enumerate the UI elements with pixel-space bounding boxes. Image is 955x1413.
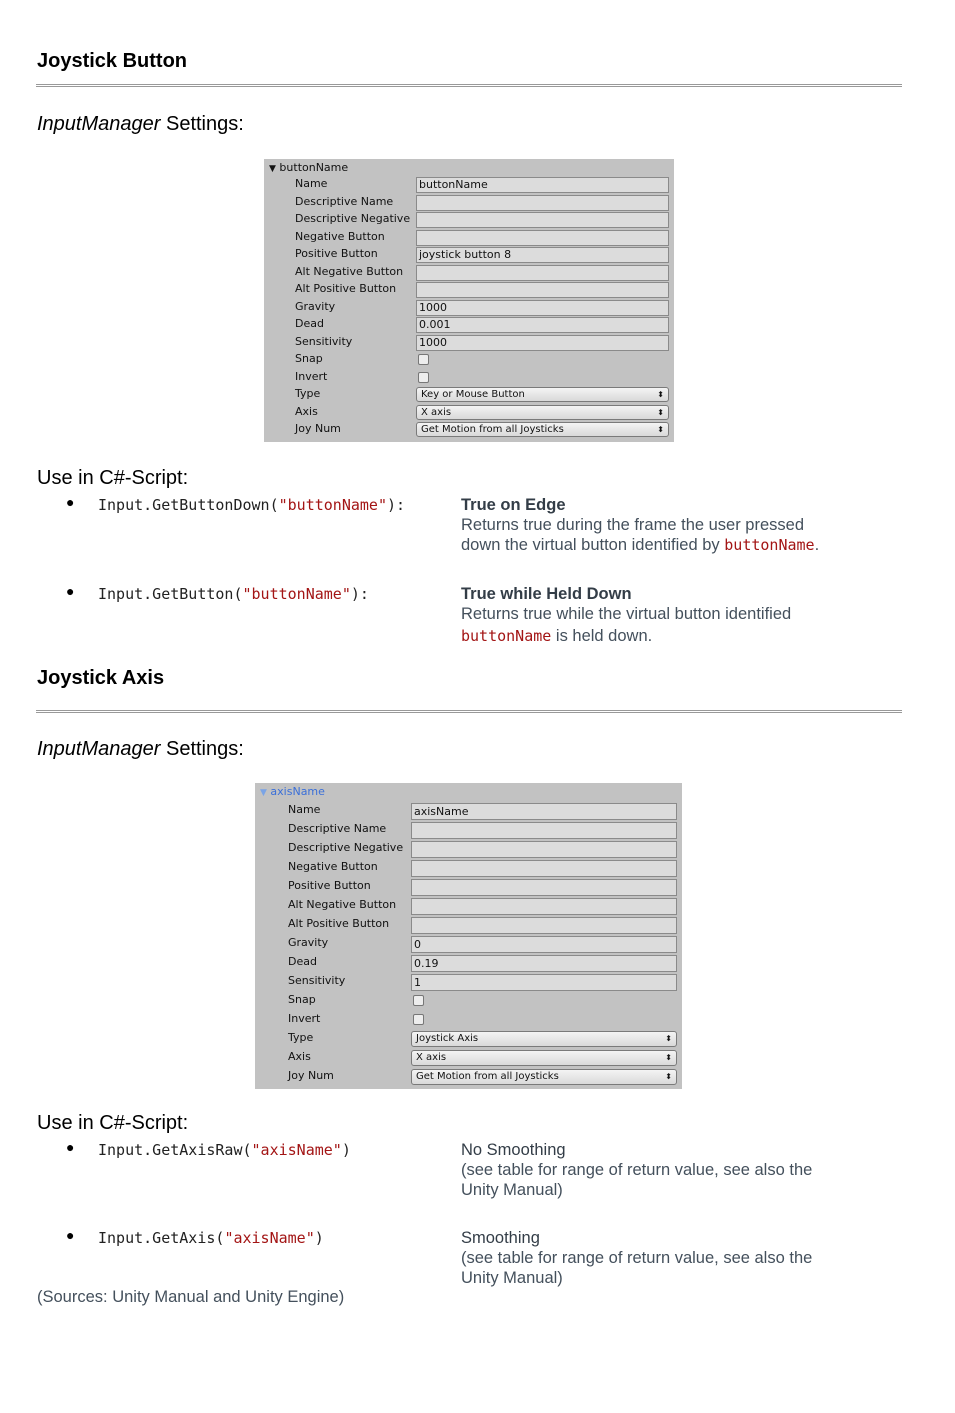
field-label: Name	[295, 177, 328, 190]
code-string: "axisName"	[251, 1141, 342, 1159]
positive-button-field[interactable]: joystick button 8	[416, 247, 669, 263]
descriptive-name-field[interactable]	[416, 195, 669, 211]
section-title-joystick-button: Joystick Button	[37, 50, 188, 72]
field-label: Type	[295, 387, 321, 400]
description-getaxisraw	[461, 1140, 861, 1200]
dropdown-arrows-icon: ⬍	[657, 390, 664, 399]
descriptive-negative-field[interactable]	[416, 212, 669, 228]
gravity-field[interactable]: 1000	[416, 300, 669, 316]
bullet-icon: ●	[66, 1139, 75, 1155]
description-title: True while Held Down	[461, 585, 632, 603]
joy-num-dropdown[interactable]	[416, 422, 669, 437]
bullet-icon: ●	[66, 494, 75, 510]
type-dropdown[interactable]	[416, 387, 669, 402]
description-line: Returns true during the frame the user pressed	[461, 516, 805, 534]
alt-negative-button-field[interactable]	[416, 265, 669, 281]
field-label: Gravity	[288, 936, 329, 949]
axis-dropdown[interactable]	[411, 1050, 677, 1066]
gravity-field[interactable]: 0	[411, 936, 677, 953]
description-line: (see table for range of return value, see also the	[461, 1161, 813, 1179]
field-label: Name	[288, 803, 321, 816]
foldout-triangle-icon[interactable]: ▼	[269, 164, 276, 174]
alt-positive-button-field[interactable]	[411, 917, 677, 934]
field-label: Negative Button	[295, 229, 385, 243]
field-label: Alt Positive Button	[295, 282, 397, 295]
field-label: Alt Negative Button	[295, 264, 404, 278]
field-label: Descriptive Negative	[288, 841, 404, 854]
dropdown-arrows-icon: ⬍	[665, 1053, 672, 1062]
field-label: Positive Button	[295, 247, 378, 260]
description-title: Smoothing	[461, 1229, 540, 1247]
inline-code: buttonName	[724, 536, 815, 554]
field-label: Alt Positive Button	[288, 917, 390, 930]
code-post: ):	[387, 496, 406, 514]
foldout-triangle-icon[interactable]: ▼	[260, 788, 267, 798]
code-getaxis	[98, 1229, 324, 1247]
text-segment: down the virtual button identified by	[461, 536, 725, 554]
inputmanager-panel-axis	[255, 783, 682, 1089]
use-in-script-heading: Use in C#-Script:	[37, 1112, 189, 1134]
code-post: ):	[350, 585, 369, 603]
field-label: Gravity	[295, 299, 336, 313]
panel-header-label: buttonName	[279, 161, 349, 174]
panel-header[interactable]	[269, 161, 348, 174]
code-pre: Input.GetButton(	[98, 585, 243, 603]
dropdown-arrows-icon: ⬍	[657, 425, 664, 434]
code-pre: Input.GetAxisRaw(	[98, 1141, 252, 1159]
description-getbutton	[461, 584, 861, 646]
field-label: Joy Num	[288, 1069, 334, 1082]
field-label: Descriptive Name	[295, 194, 394, 208]
invert-checkbox[interactable]	[418, 372, 429, 383]
bullet-icon: ●	[66, 583, 75, 599]
bullet-icon: ●	[66, 1227, 75, 1243]
inline-code: buttonName	[461, 627, 552, 645]
description-title: No Smoothing	[461, 1141, 566, 1159]
description-line: (see table for range of return value, see also the	[461, 1249, 813, 1267]
field-label: Invert	[288, 1012, 321, 1025]
description-line	[461, 626, 861, 646]
settings-italic: InputManager	[37, 738, 161, 760]
dead-field[interactable]: 0.19	[411, 955, 677, 972]
description-line	[461, 535, 861, 555]
sources-note: (Sources: Unity Manual and Unity Engine)	[37, 1288, 345, 1306]
code-string: "buttonName"	[242, 585, 351, 603]
alt-negative-button-field[interactable]	[411, 898, 677, 915]
code-post: )	[314, 1229, 324, 1247]
axis-dropdown[interactable]	[416, 405, 669, 420]
dropdown-value: X axis	[416, 1052, 447, 1063]
code-getbuttondown	[98, 496, 405, 514]
dropdown-value: Key or Mouse Button	[421, 389, 525, 400]
use-in-script-heading: Use in C#-Script:	[37, 467, 189, 489]
code-getbutton	[98, 585, 369, 603]
code-pre: Input.GetAxis(	[98, 1229, 225, 1247]
field-label: Invert	[295, 369, 328, 383]
settings-heading	[37, 738, 244, 761]
snap-checkbox[interactable]	[418, 354, 429, 365]
field-label: Sensitivity	[295, 334, 353, 348]
field-label: Joy Num	[295, 422, 341, 435]
name-field[interactable]: buttonName	[416, 177, 669, 193]
section-title-joystick-axis: Joystick Axis	[37, 667, 165, 689]
dropdown-arrows-icon: ⬍	[657, 407, 664, 417]
divider	[36, 84, 902, 87]
sensitivity-field[interactable]: 1	[411, 974, 677, 991]
descriptive-negative-field[interactable]	[411, 841, 677, 858]
field-label: Axis	[295, 404, 318, 418]
field-label: Negative Button	[288, 860, 378, 873]
field-label: Sensitivity	[288, 974, 346, 987]
field-label: Dead	[295, 317, 324, 330]
field-label: Descriptive Negative	[295, 212, 411, 225]
description-getaxis	[461, 1228, 861, 1288]
positive-button-field[interactable]	[411, 879, 677, 896]
settings-italic: InputManager	[37, 113, 161, 135]
descriptive-name-field[interactable]	[411, 822, 677, 839]
settings-rest: Settings:	[160, 738, 244, 760]
field-label: Snap	[288, 993, 316, 1006]
settings-heading	[37, 113, 244, 136]
description-title: True on Edge	[461, 496, 566, 514]
field-label: Dead	[288, 955, 317, 968]
type-dropdown[interactable]	[411, 1031, 677, 1047]
alt-positive-button-field[interactable]	[416, 282, 669, 298]
description-getbuttondown	[461, 495, 861, 555]
field-label: Type	[288, 1031, 314, 1044]
panel-header-label: axisName	[270, 785, 325, 798]
code-getaxisraw	[98, 1141, 351, 1159]
code-pre: Input.GetButtonDown(	[98, 496, 279, 514]
inputmanager-panel-button	[264, 159, 674, 442]
field-label: Alt Negative Button	[288, 898, 397, 911]
sensitivity-field[interactable]: 1000	[416, 335, 669, 351]
code-string: "buttonName"	[278, 496, 387, 514]
field-label: Snap	[295, 352, 323, 365]
panel-header[interactable]	[260, 785, 325, 798]
dropdown-arrows-icon: ⬍	[665, 1072, 672, 1081]
dropdown-value: Get Motion from all Joysticks	[421, 424, 564, 435]
invert-checkbox[interactable]	[413, 1014, 424, 1025]
description-line: Unity Manual)	[461, 1269, 563, 1287]
description-line: Returns true while the virtual button identified	[461, 605, 792, 623]
text-segment: .	[814, 536, 820, 554]
code-post: )	[341, 1141, 351, 1159]
dropdown-value: Joystick Axis	[416, 1033, 479, 1044]
code-string: "axisName"	[224, 1229, 315, 1247]
field-label: Descriptive Name	[288, 822, 387, 835]
negative-button-field[interactable]	[411, 860, 677, 877]
negative-button-field[interactable]	[416, 230, 669, 246]
joy-num-dropdown[interactable]	[411, 1069, 677, 1085]
name-field[interactable]: axisName	[411, 803, 677, 820]
text-segment: is held down.	[551, 627, 653, 645]
dead-field[interactable]: 0.001	[416, 317, 669, 333]
dropdown-value: Get Motion from all Joysticks	[416, 1071, 559, 1082]
dropdown-arrows-icon: ⬍	[665, 1034, 672, 1043]
field-label: Axis	[288, 1050, 311, 1063]
snap-checkbox[interactable]	[413, 995, 424, 1006]
divider	[36, 710, 902, 713]
field-label: Positive Button	[288, 879, 371, 892]
dropdown-value: X axis	[421, 406, 452, 418]
settings-rest: Settings:	[160, 113, 244, 135]
description-line: Unity Manual)	[461, 1181, 563, 1199]
